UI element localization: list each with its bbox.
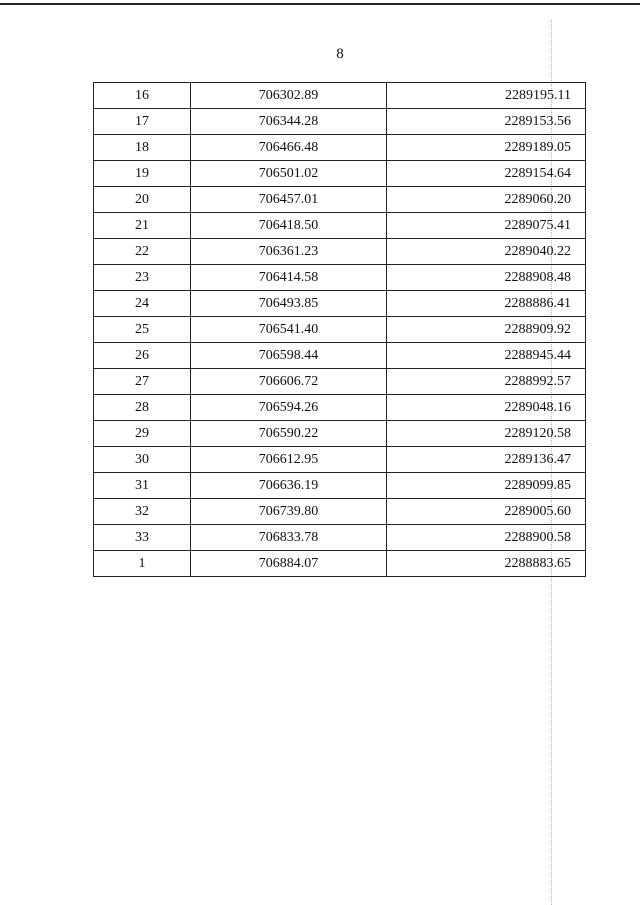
- y-coordinate-value: 2289060.20: [504, 191, 571, 207]
- table-row: [94, 525, 586, 551]
- x-coordinate-cell: 706344.28: [191, 109, 387, 135]
- point-number-cell: 29: [94, 421, 191, 447]
- y-coordinate-value: 2288945.44: [504, 347, 571, 363]
- table-row: [94, 369, 586, 395]
- y-coordinate-cell: [387, 265, 586, 291]
- point-number-cell: 33: [94, 525, 191, 551]
- x-coordinate-cell: 706418.50: [191, 213, 387, 239]
- point-number-cell: 16: [94, 83, 191, 109]
- y-coordinate-cell: [387, 135, 586, 161]
- point-number-cell: 25: [94, 317, 191, 343]
- y-coordinate-value: 2288886.41: [504, 295, 571, 311]
- y-coordinate-cell: [387, 369, 586, 395]
- point-number-cell: 24: [94, 291, 191, 317]
- x-coordinate-cell: 706501.02: [191, 161, 387, 187]
- point-number-cell: 31: [94, 473, 191, 499]
- table-row: [94, 473, 586, 499]
- x-coordinate-cell: 706636.19: [191, 473, 387, 499]
- table-row: [94, 161, 586, 187]
- table-row: [94, 551, 586, 577]
- x-coordinate-cell: 706884.07: [191, 551, 387, 577]
- y-coordinate-value: 2289099.85: [504, 477, 571, 493]
- point-number-cell: 17: [94, 109, 191, 135]
- point-number-cell: 26: [94, 343, 191, 369]
- y-coordinate-cell: [387, 343, 586, 369]
- coordinates-table: [93, 82, 586, 577]
- x-coordinate-cell: 706833.78: [191, 525, 387, 551]
- y-coordinate-value: 2288900.58: [504, 529, 571, 545]
- x-coordinate-cell: 706594.26: [191, 395, 387, 421]
- y-coordinate-cell: [387, 551, 586, 577]
- table-row: [94, 447, 586, 473]
- table-row: [94, 109, 586, 135]
- x-coordinate-cell: 706493.85: [191, 291, 387, 317]
- point-number-cell: 18: [94, 135, 191, 161]
- point-number-cell: 27: [94, 369, 191, 395]
- point-number-cell: 23: [94, 265, 191, 291]
- y-coordinate-cell: [387, 395, 586, 421]
- coordinates-table-body: [94, 83, 586, 577]
- y-coordinate-value: 2289040.22: [504, 243, 571, 259]
- y-coordinate-cell: [387, 525, 586, 551]
- point-number-cell: 1: [94, 551, 191, 577]
- y-coordinate-cell: [387, 239, 586, 265]
- table-row: [94, 317, 586, 343]
- point-number-cell: 30: [94, 447, 191, 473]
- y-coordinate-value: 2288883.65: [504, 555, 571, 571]
- x-coordinate-cell: 706590.22: [191, 421, 387, 447]
- y-coordinate-value: 2289048.16: [504, 399, 571, 415]
- table-row: [94, 291, 586, 317]
- x-coordinate-cell: 706739.80: [191, 499, 387, 525]
- table-row: [94, 395, 586, 421]
- y-coordinate-value: 2289136.47: [504, 451, 571, 467]
- y-coordinate-value: 2289005.60: [504, 503, 571, 519]
- y-coordinate-cell: [387, 473, 586, 499]
- y-coordinate-value: 2288992.57: [504, 373, 571, 389]
- table-row: [94, 187, 586, 213]
- y-coordinate-cell: [387, 291, 586, 317]
- y-coordinate-value: 2288908.48: [504, 269, 571, 285]
- table-row: [94, 83, 586, 109]
- x-coordinate-cell: 706457.01: [191, 187, 387, 213]
- x-coordinate-cell: 706606.72: [191, 369, 387, 395]
- y-coordinate-value: 2289153.56: [504, 113, 571, 129]
- point-number-cell: 20: [94, 187, 191, 213]
- y-coordinate-cell: [387, 317, 586, 343]
- table-row: [94, 499, 586, 525]
- x-coordinate-cell: 706302.89: [191, 83, 387, 109]
- y-coordinate-cell: [387, 447, 586, 473]
- y-coordinate-cell: [387, 83, 586, 109]
- page-number: 8: [336, 46, 344, 62]
- table-row: [94, 343, 586, 369]
- point-number-cell: 21: [94, 213, 191, 239]
- y-coordinate-value: 2289120.58: [504, 425, 571, 441]
- y-coordinate-value: 2289189.05: [504, 139, 571, 155]
- y-coordinate-value: 2288909.92: [504, 321, 571, 337]
- y-coordinate-value: 2289154.64: [504, 165, 571, 181]
- x-coordinate-cell: 706414.58: [191, 265, 387, 291]
- y-coordinate-value: 2289195.11: [505, 87, 571, 103]
- x-coordinate-cell: 706361.23: [191, 239, 387, 265]
- point-number-cell: 22: [94, 239, 191, 265]
- y-coordinate-cell: [387, 187, 586, 213]
- y-coordinate-cell: [387, 109, 586, 135]
- table-row: [94, 239, 586, 265]
- table-row: [94, 265, 586, 291]
- top-rule: [0, 3, 640, 5]
- y-coordinate-cell: [387, 499, 586, 525]
- x-coordinate-cell: 706612.95: [191, 447, 387, 473]
- point-number-cell: 32: [94, 499, 191, 525]
- x-coordinate-cell: 706466.48: [191, 135, 387, 161]
- point-number-cell: 28: [94, 395, 191, 421]
- y-coordinate-cell: [387, 161, 586, 187]
- table-row: [94, 135, 586, 161]
- table-row: [94, 421, 586, 447]
- y-coordinate-cell: [387, 213, 586, 239]
- point-number-cell: 19: [94, 161, 191, 187]
- x-coordinate-cell: 706541.40: [191, 317, 387, 343]
- y-coordinate-value: 2289075.41: [504, 217, 571, 233]
- x-coordinate-cell: 706598.44: [191, 343, 387, 369]
- y-coordinate-cell: [387, 421, 586, 447]
- table-row: [94, 213, 586, 239]
